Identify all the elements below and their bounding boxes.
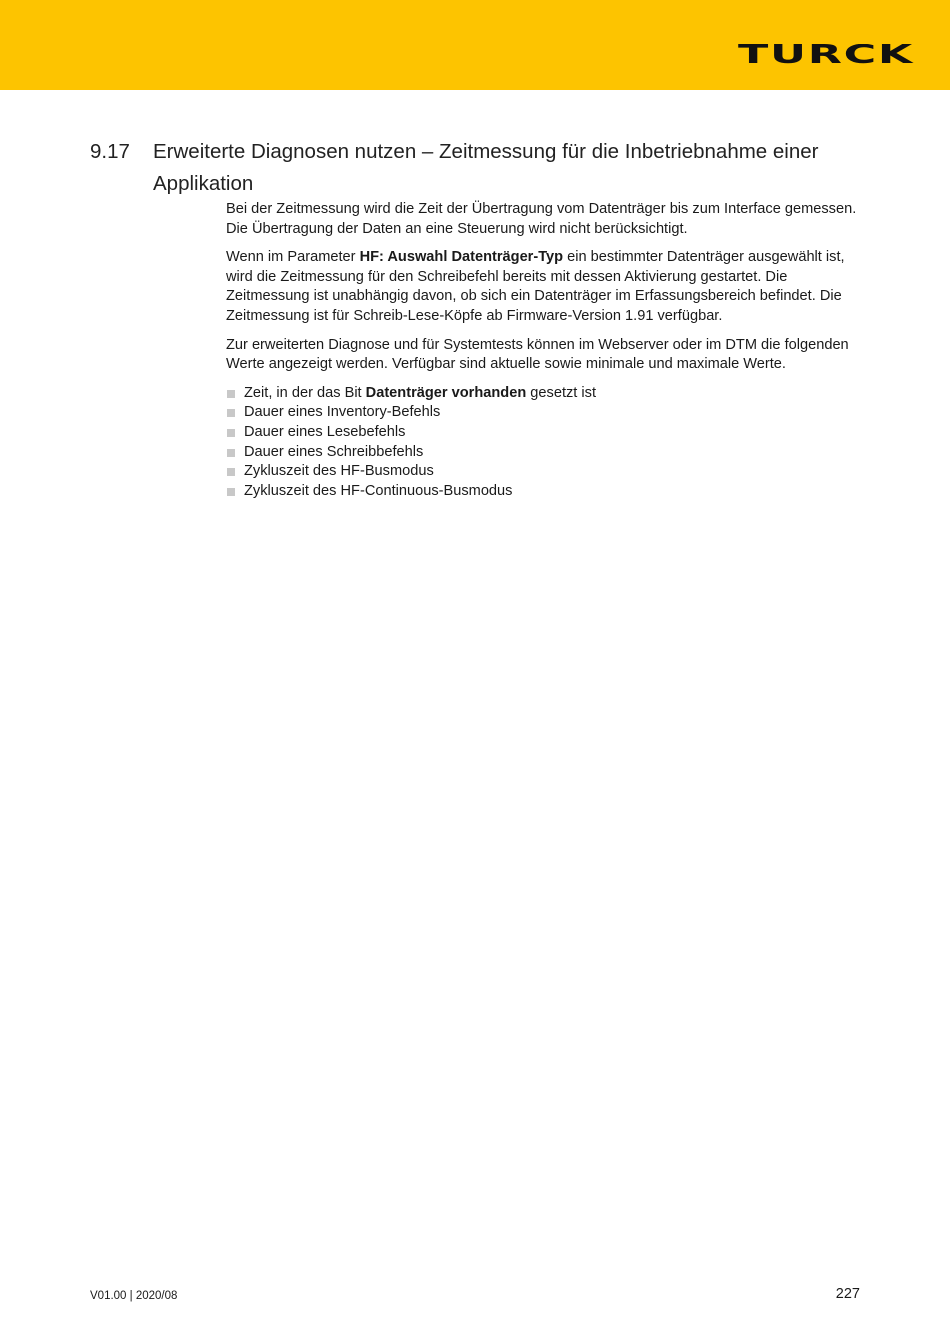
list-item	[226, 384, 862, 404]
section-title: Erweiterte Diagnosen nutzen – Zeitmessung für die Inbetriebnahme einer Applikation	[153, 140, 819, 195]
list-item	[226, 423, 862, 443]
square-bullet-icon	[227, 429, 235, 437]
bullet-list	[226, 384, 862, 502]
body-text	[226, 200, 862, 501]
list-item	[226, 482, 862, 502]
paragraph-3-text: Zur erweiterten Diagnose und für Systemtests können im Webserver oder im DTM die folgenden Werte angezeigt werden. Verfügbar sind aktuelle sowie minimale und maximale Werte.	[226, 336, 849, 373]
paragraph-1-text: Bei der Zeitmessung wird die Zeit der Übertragung vom Datenträger bis zum Interface gemessen. Die Übertragung der Daten an eine Steuerung wird nicht berücksichtigt.	[226, 201, 857, 237]
list-item-text: Dauer eines Schreibbefehls	[244, 443, 424, 460]
turck-logo	[738, 44, 914, 64]
paragraph-3	[226, 336, 862, 375]
page-number: 227	[835, 1286, 860, 1302]
list-item-text: Dauer eines Inventory-Befehls	[244, 404, 441, 421]
paragraph-2	[226, 248, 862, 326]
list-item-before: Zeit, in der das Bit	[244, 384, 366, 401]
paragraph-1	[226, 200, 862, 239]
list-item	[226, 462, 862, 482]
section-number: 9.17	[90, 140, 130, 163]
logo-text: TURCK	[738, 44, 914, 64]
list-item-text: Dauer eines Lesebefehls	[244, 423, 406, 440]
list-item	[226, 443, 862, 463]
square-bullet-icon	[227, 449, 235, 457]
list-item-text: Zykluszeit des HF-Busmodus	[244, 463, 434, 480]
square-bullet-icon	[227, 488, 235, 496]
parameter-name: HF: Auswahl Datenträger-Typ	[359, 249, 564, 266]
square-bullet-icon	[227, 409, 235, 417]
paragraph-2-after: ein bestimmter Datenträger ausgewählt ist, wird die Zeitmessung für den Schreibefehl bereits mit dessen Aktivierung gestartet. Die Zeitmessung ist unabhängig davon, ob sich ein Datenträger im Erfassungsbereich befindet. Die Zeitmessung ist für Schreib-Lese-Köpfe ab Firmware-Version 1.91 verfügbar.	[226, 249, 845, 324]
header-band	[0, 0, 950, 90]
footer-version: V01.00 | 2020/08	[90, 1290, 178, 1302]
paragraph-2-before: Wenn im Parameter	[226, 249, 360, 266]
square-bullet-icon	[227, 468, 235, 476]
square-bullet-icon	[227, 390, 235, 398]
list-item-bold: Datenträger vorhanden	[365, 384, 527, 401]
list-item	[226, 403, 862, 423]
list-item-text: Zykluszeit des HF-Continuous-Busmodus	[244, 482, 513, 499]
list-item-after: gesetzt ist	[526, 384, 597, 401]
